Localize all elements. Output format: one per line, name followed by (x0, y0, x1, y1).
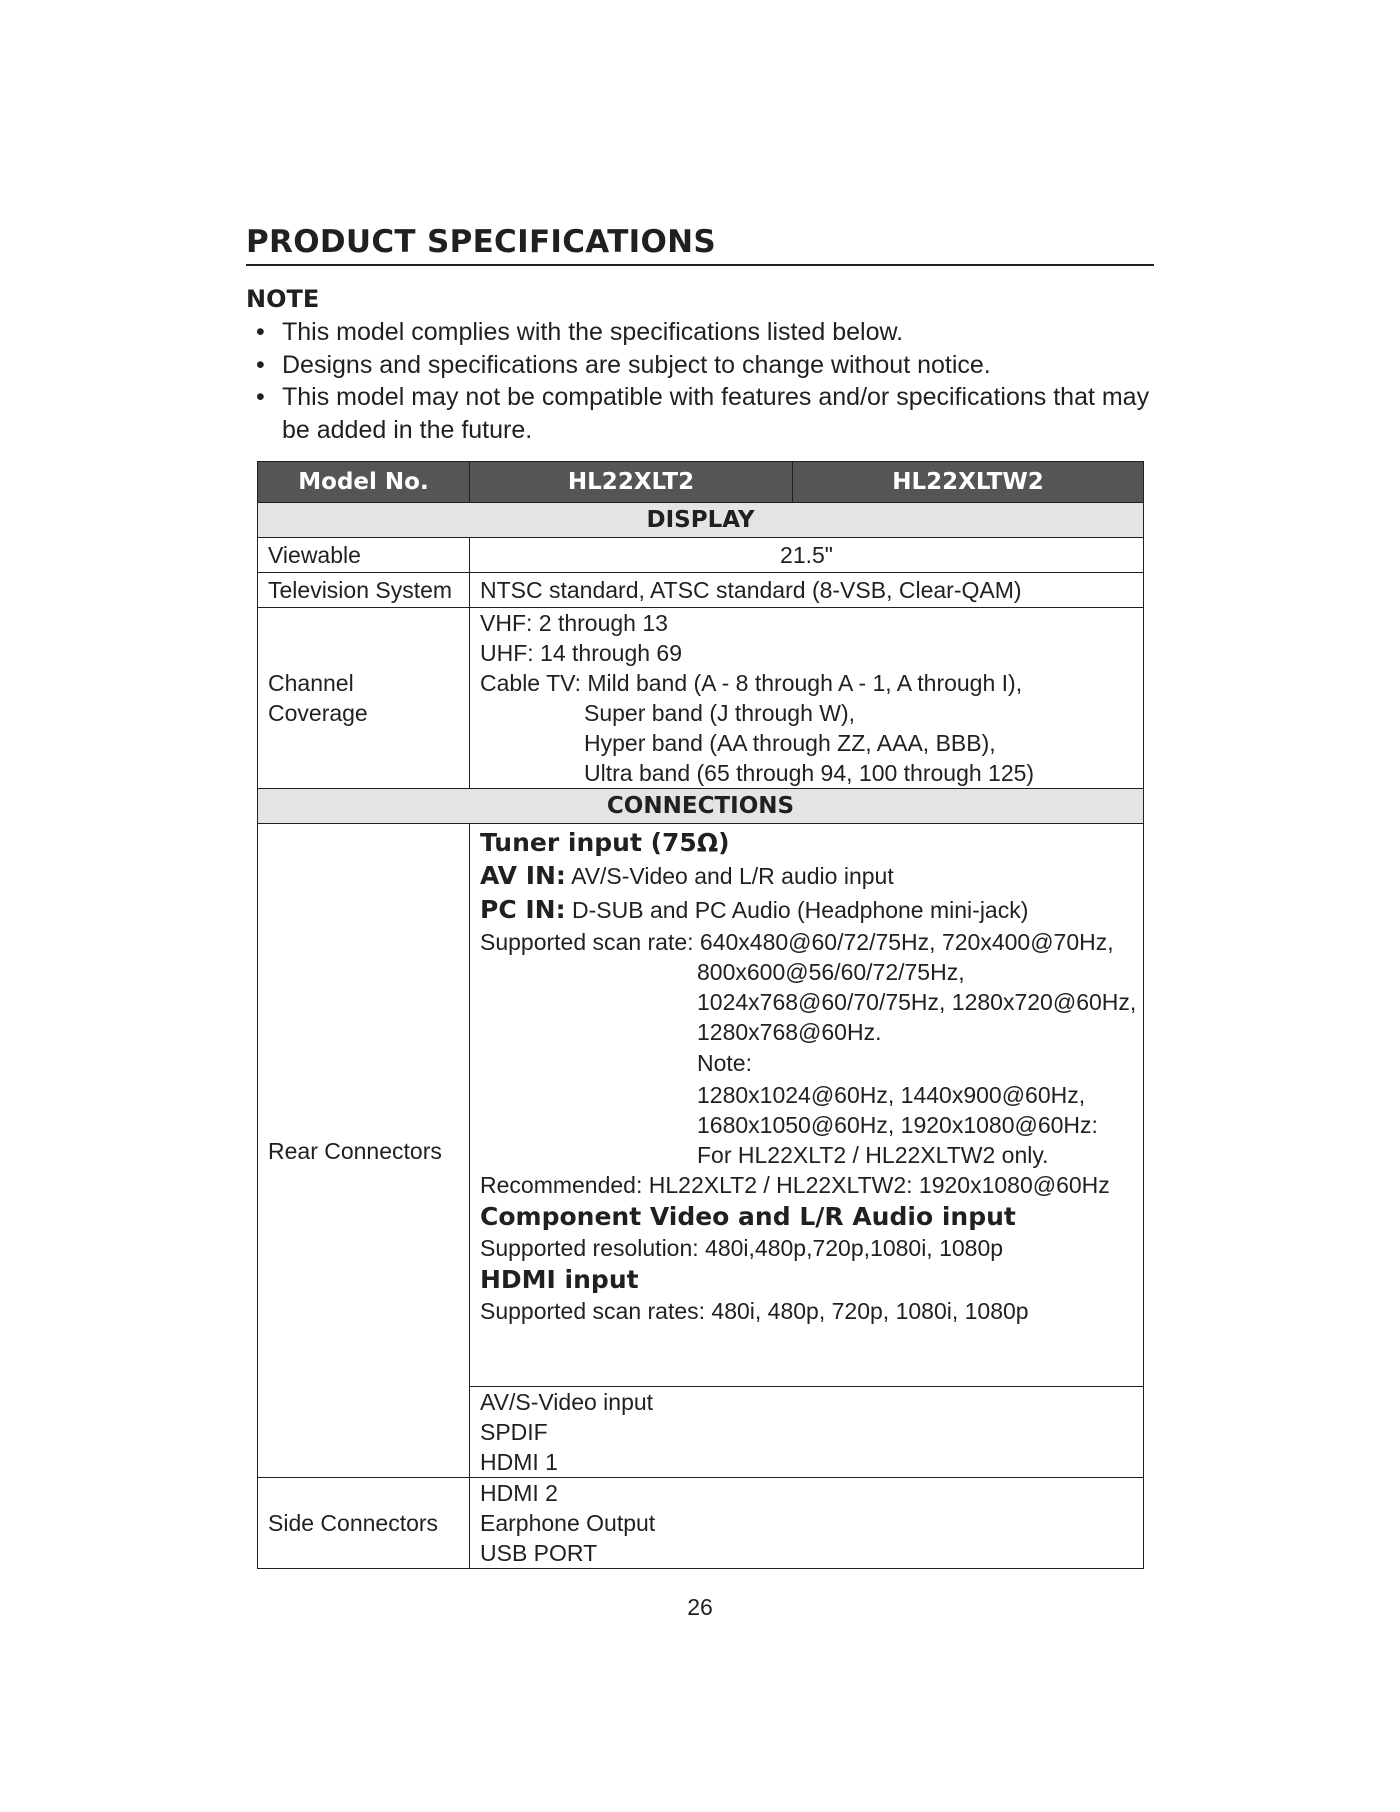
av-in-label: AV IN: (480, 861, 566, 890)
channel-line: UHF: 14 through 69 (480, 640, 683, 666)
row-label-viewable: Viewable (258, 538, 470, 573)
tuner-input-heading: Tuner input (75Ω) (480, 828, 730, 857)
rear-extra-item: HDMI 1 (480, 1449, 558, 1475)
scan-rate-value: 1280x768@60Hz. (697, 1019, 882, 1045)
section-row-connections (258, 789, 1144, 824)
table-row (258, 824, 1144, 1387)
row-value-side-connectors (470, 1478, 1144, 1569)
component-heading: Component Video and L/R Audio input (480, 1202, 1016, 1231)
page-title: PRODUCT SPECIFICATIONS (246, 222, 1154, 266)
hdmi-text: Supported scan rates: 480i, 480p, 720p, 1080i, 1080p (480, 1298, 1029, 1324)
table-row (258, 1478, 1144, 1569)
av-in-text: AV/S-Video and L/R audio input (571, 863, 894, 889)
row-value-rear-extra (470, 1387, 1144, 1478)
channel-line: VHF: 2 through 13 (480, 610, 668, 636)
row-value-tv-system: NTSC standard, ATSC standard (8-VSB, Clear-QAM) (470, 573, 1144, 608)
header-model-2: HL22XLTW2 (793, 462, 1144, 503)
note-item (256, 381, 1156, 446)
scan-rate-label: Supported scan rate: (480, 929, 694, 955)
note-item (256, 349, 1156, 382)
bullet-icon: • (256, 383, 265, 411)
row-value-rear-connectors (470, 824, 1144, 1387)
side-item: HDMI 2 (480, 1480, 558, 1506)
pc-in-line (480, 893, 1133, 927)
note-text: This model complies with the specifications listed below. (282, 318, 904, 346)
section-connections: CONNECTIONS (258, 789, 1144, 824)
header-model-no: Model No. (258, 462, 470, 503)
row-label-tv-system: Television System (258, 573, 470, 608)
channel-line: Cable TV: Mild band (A - 8 through A - 1, A through I), (480, 670, 1023, 696)
channel-line: Super band (J through W), (584, 700, 856, 726)
recommended-line: Recommended: HL22XLT2 / HL22XLTW2: 1920x1080@60Hz (480, 1172, 1110, 1198)
scan-rate-value: For HL22XLT2 / HL22XLTW2 only. (697, 1142, 1049, 1168)
header-model-1: HL22XLT2 (470, 462, 793, 503)
row-value-channel-coverage (470, 608, 1144, 789)
side-item: USB PORT (480, 1540, 598, 1566)
section-row-display (258, 503, 1144, 538)
scan-rate-value: 1024x768@60/70/75Hz, 1280x720@60Hz, (697, 989, 1137, 1015)
spec-table (257, 461, 1144, 1569)
row-label-side-connectors: Side Connectors (258, 1478, 470, 1569)
scan-rate-note: Note: (697, 1050, 752, 1076)
note-list (256, 316, 1156, 446)
bullet-icon: • (256, 318, 265, 346)
note-text: This model may not be compatible with features and/or specifications that may be added in the future. (282, 383, 1150, 444)
note-text: Designs and specifications are subject to change without notice. (282, 350, 991, 379)
table-row (258, 573, 1144, 608)
section-display: DISPLAY (258, 503, 1144, 538)
scan-rate-value: 800x600@56/60/72/75Hz, (697, 959, 965, 985)
scan-rate-value: 1680x1050@60Hz, 1920x1080@60Hz: (697, 1112, 1098, 1138)
note-item (256, 316, 1156, 349)
bullet-icon: • (256, 350, 265, 379)
row-label-channel-coverage: Channel Coverage (258, 608, 470, 789)
pc-in-label: PC IN: (480, 895, 566, 924)
component-text: Supported resolution: 480i,480p,720p,1080i, 1080p (480, 1235, 1004, 1261)
rear-extra-item: AV/S-Video input (480, 1389, 654, 1415)
channel-line: Ultra band (65 through 94, 100 through 125) (584, 760, 1035, 786)
page-number: 26 (687, 1594, 713, 1620)
table-header-row (258, 462, 1144, 503)
scan-rate-value: 1280x1024@60Hz, 1440x900@60Hz, (697, 1082, 1086, 1108)
table-row (258, 538, 1144, 573)
row-label-rear-connectors: Rear Connectors (258, 824, 470, 1478)
channel-line: Hyper band (AA through ZZ, AAA, BBB), (584, 730, 996, 756)
hdmi-heading: HDMI input (480, 1265, 639, 1294)
side-item: Earphone Output (480, 1510, 656, 1536)
scan-rate-line (480, 927, 1133, 957)
scan-rate-value: 640x480@60/72/75Hz, 720x400@70Hz, (699, 929, 1114, 955)
av-in-line (480, 859, 1133, 893)
row-value-viewable: 21.5" (470, 538, 1144, 573)
rear-extra-item: SPDIF (480, 1419, 548, 1445)
table-row (258, 608, 1144, 789)
note-heading: NOTE (246, 285, 320, 313)
pc-in-text: D-SUB and PC Audio (Headphone mini-jack) (572, 897, 1029, 923)
